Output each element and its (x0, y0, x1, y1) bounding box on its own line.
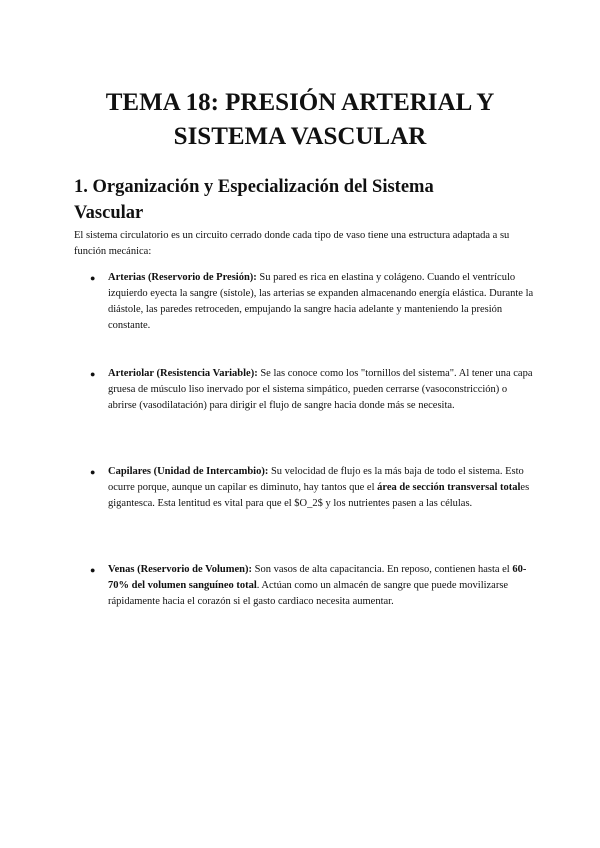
list-item-body-start: Su velocidad de flujo es la más baja de todo el sistema. Esto ocurre porque, aunque un capilar es diminuto, hay tantos que el (108, 466, 524, 493)
page-title (60, 86, 540, 154)
list-item-text (108, 562, 534, 610)
section-heading-line-2: Vascular (74, 203, 144, 223)
page-title-line-2: SISTEMA VASCULAR (173, 123, 427, 150)
list-item-term: Arteriolar (Resistencia Variable): (108, 368, 258, 379)
list-item-text (108, 270, 534, 334)
list-item-term: Venas (Reservorio de Volumen): (108, 564, 252, 575)
page-title-line-1: TEMA 18: PRESIÓN ARTERIAL Y (105, 89, 495, 116)
bullet-icon: ● (90, 565, 96, 575)
list-item-emphasis: 60-70% del volumen sanguíneo total (108, 564, 527, 591)
bullet-icon: ● (90, 369, 96, 379)
section-heading-line-1: 1. Organización y Especialización del Sistema (74, 177, 434, 197)
list-item-body: Su pared es rica en elastina y colágeno. Cuando el ventrículo izquierdo eyecta la sangre (sístole), las arterias se expanden almacenando energía elástica. Durante la diástole, las paredes retroceden, empujando la sangre hacia adelante y manteniendo la presión constante. (108, 272, 534, 331)
list-item-text (108, 464, 534, 512)
list-item-term: Capilares (Unidad de Intercambio): (108, 466, 269, 477)
intro-paragraph: El sistema circulatorio es un circuito cerrado donde cada tipo de vaso tiene una estructura adaptada a su función mecánica: (74, 230, 510, 257)
list-item-body-end: . Actúan como un almacén de sangre que puede movilizarse rápidamente hacia el corazón si el gasto cardiaco necesita aumentar. (108, 580, 509, 607)
list-item-emphasis: área de sección transversal total (377, 482, 521, 493)
bullet-icon: ● (90, 273, 96, 283)
list-item-body-start: Son vasos de alta capacitancia. En reposo, contienen hasta el (251, 564, 513, 575)
list-item-text (108, 366, 534, 414)
section-heading (74, 174, 534, 226)
list-item-body: Se las conoce como los "tornillos del sistema". Al tener una capa gruesa de músculo liso inervado por el sistema simpático, pueden cerrarse (vasoconstricción) o abrirse (vasodilatación) para dirigir el flujo de sangre hacia donde más se necesita. (108, 368, 533, 411)
list-item-body-end: es gigantesca. Esta lentitud es vital para que el $O_2$ y los nutrientes pasen a las células. (108, 482, 530, 509)
bullet-icon: ● (90, 467, 96, 477)
list-item-term: Arterias (Reservorio de Presión): (108, 272, 257, 283)
